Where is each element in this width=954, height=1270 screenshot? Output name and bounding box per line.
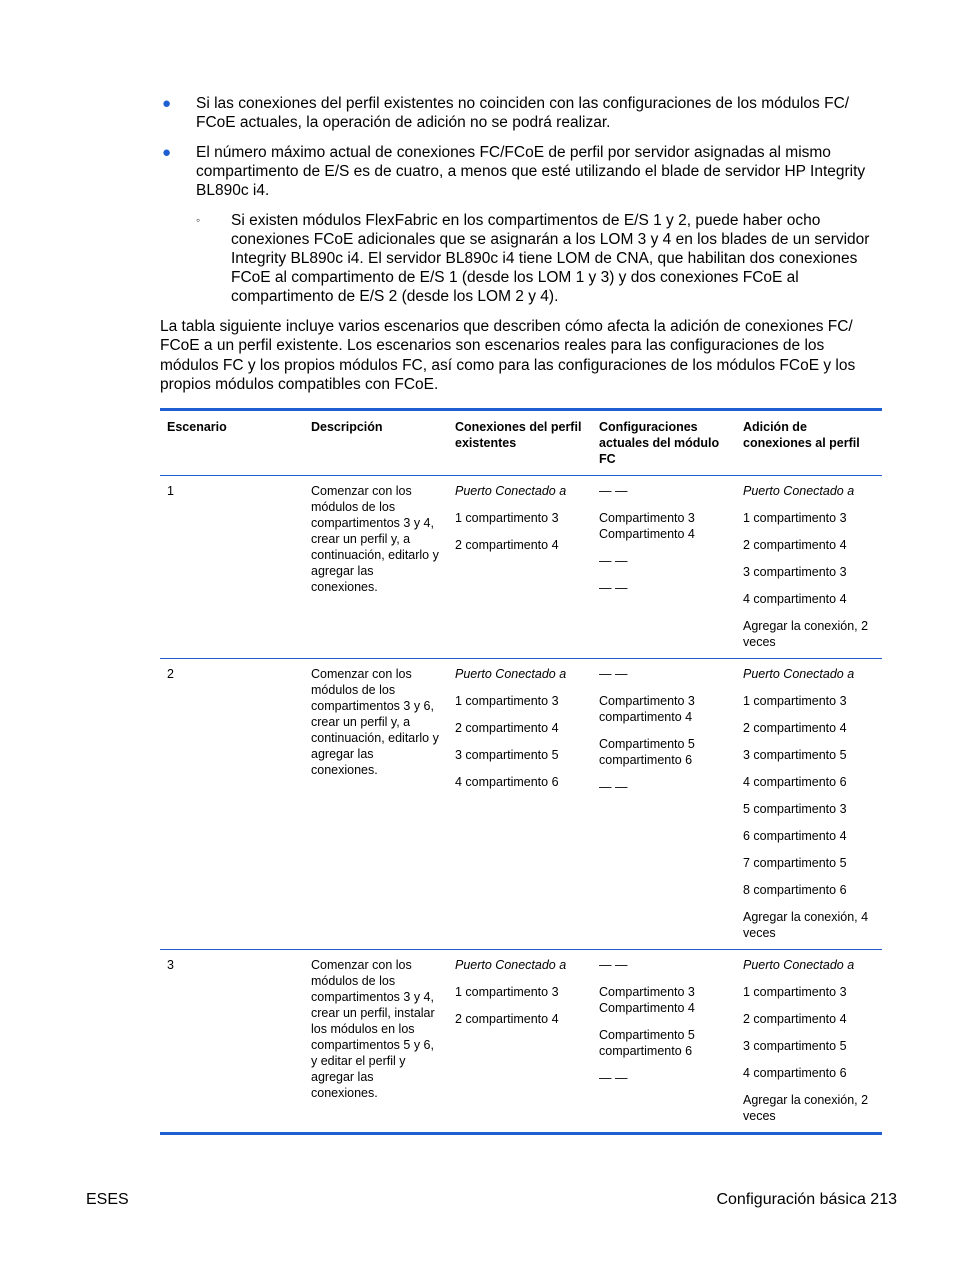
- cell-line: Compartimento 3 compartimento 4: [599, 694, 695, 725]
- cell-line: 2 compartimento 4: [455, 538, 559, 553]
- cell-line: 4 compartimento 6: [455, 775, 559, 790]
- table-row: [160, 476, 882, 659]
- cell-line: — —: [599, 667, 628, 682]
- sub-bullet-item: [160, 211, 882, 306]
- bullet-item: [160, 143, 882, 200]
- header-descripcion: Descripción: [304, 410, 448, 476]
- cell-existentes: [448, 476, 592, 659]
- cell-line: 3 compartimento 5: [743, 748, 847, 763]
- cell-line: 3 compartimento 5: [743, 1039, 847, 1054]
- cell-line: Compartimento 5 compartimento 6: [599, 1028, 695, 1059]
- table-header-row: [160, 410, 882, 476]
- cell-line: — —: [599, 958, 628, 973]
- intro-paragraph: La tabla siguiente incluye varios escenarios que describen cómo afecta la adición de conexiones FC/ FCoE a un perfil existente. Los escenarios son escenarios reales para las configuraciones de los módulos FC y los propios módulos FC, así como para las configuraciones de los módulos FCoE y los propios módulos compatibles con FCoE.: [160, 318, 856, 393]
- cell-line: — —: [599, 554, 628, 569]
- header-escenario: Escenario: [160, 410, 304, 476]
- cell-line: 7 compartimento 5: [743, 856, 847, 871]
- cell-line: Compartimento 3 Compartimento 4: [599, 985, 695, 1016]
- cell-adicion: [736, 659, 882, 950]
- table-row: [160, 950, 882, 1134]
- sub-bullet-text: Si existen módulos FlexFabric en los compartimentos de E/S 1 y 2, puede haber ocho conexiones FCoE adicionales que se asignarán a los LOM 3 y 4 en los blades de un servidor Integrity BL890c i4. El servidor BL890c i4 tiene LOM de CNA, que habilitan dos conexiones FCoE al compartimento de E/S 1 (desde los LOM 1 y 3) y dos conexiones FCoE al compartimento de E/S 2 (desde los LOM 2 y 4).: [231, 212, 870, 305]
- cell-line: 2 compartimento 4: [455, 721, 559, 736]
- cell-line: 5 compartimento 3: [743, 802, 847, 817]
- bullet-text: El número máximo actual de conexiones FC/FCoE de perfil por servidor asignadas al mismo compartimento de E/S es de cuatro, a menos que esté utilizando el blade de servidor HP Integrity BL890c i4.: [196, 144, 866, 199]
- header-config: Configuraciones actuales del módulo FC: [592, 410, 736, 476]
- cell-line: Puerto Conectado a: [743, 958, 855, 973]
- table-body: [160, 476, 882, 1134]
- cell-config: [592, 659, 736, 950]
- cell-adicion: [736, 950, 882, 1134]
- cell-line: — —: [599, 780, 628, 795]
- bullet-list: [160, 94, 882, 200]
- sub-bullet-circle-icon: ◦: [196, 213, 201, 227]
- cell-config: [592, 950, 736, 1134]
- cell-line: Puerto Conectado a: [455, 958, 567, 973]
- cell-line: 3 compartimento 5: [455, 748, 559, 763]
- cell-line: Puerto Conectado a: [455, 484, 567, 499]
- cell-line: 1 compartimento 3: [455, 694, 559, 709]
- cell-line: — —: [599, 484, 628, 499]
- cell-line: Puerto Conectado a: [743, 484, 855, 499]
- footer-left: ESES: [86, 1191, 129, 1208]
- cell-line: 1 compartimento 3: [455, 985, 559, 1000]
- table-row: [160, 659, 882, 950]
- cell-line: — —: [599, 581, 628, 596]
- bullet-item: [160, 94, 882, 132]
- cell-config: [592, 476, 736, 659]
- cell-line: Agregar la conexión, 2 veces: [743, 1093, 869, 1124]
- cell-existentes: [448, 950, 592, 1134]
- cell-line: Puerto Conectado a: [455, 667, 567, 682]
- cell-line: 4 compartimento 4: [743, 592, 847, 607]
- cell-line: — —: [599, 1071, 628, 1086]
- cell-line: 3 compartimento 3: [743, 565, 847, 580]
- cell-line: 1 compartimento 3: [743, 985, 847, 1000]
- cell-descripcion: Comenzar con los módulos de los compartimentos 3 y 4, crear un perfil, instalar los módulos en los compartimentos 5 y 6, y editar el perfil y agregar las conexiones.: [304, 950, 448, 1134]
- cell-line: 6 compartimento 4: [743, 829, 847, 844]
- cell-line: 4 compartimento 6: [743, 1066, 847, 1081]
- cell-descripcion: Comenzar con los módulos de los compartimentos 3 y 4, crear un perfil y, a continuación, editarlo y agregar las conexiones.: [304, 476, 448, 659]
- cell-line: 1 compartimento 3: [743, 511, 847, 526]
- cell-line: 2 compartimento 4: [743, 1012, 847, 1027]
- cell-line: Puerto Conectado a: [743, 667, 855, 682]
- cell-line: 1 compartimento 3: [743, 694, 847, 709]
- cell-line: 4 compartimento 6: [743, 775, 847, 790]
- cell-line: Agregar la conexión, 2 veces: [743, 619, 869, 650]
- bullet-dot-icon: ●: [162, 144, 172, 161]
- sub-bullet-list: [160, 211, 882, 306]
- header-existentes: Conexiones del perfil existentes: [448, 410, 592, 476]
- page-content: [160, 94, 882, 1135]
- footer-right: Configuración básica 213: [716, 1191, 897, 1208]
- cell-line: 8 compartimento 6: [743, 883, 847, 898]
- cell-line: 1 compartimento 3: [455, 511, 559, 526]
- cell-escenario: 2: [160, 659, 304, 950]
- cell-line: Compartimento 3 Compartimento 4: [599, 511, 695, 542]
- cell-escenario: 3: [160, 950, 304, 1134]
- cell-existentes: [448, 659, 592, 950]
- bullet-text: Si las conexiones del perfil existentes no coinciden con las configuraciones de los módulos FC/ FCoE actuales, la operación de adición no se podrá realizar.: [196, 95, 850, 131]
- scenarios-table: [160, 408, 882, 1135]
- bullet-dot-icon: ●: [162, 95, 172, 112]
- cell-line: Agregar la conexión, 4 veces: [743, 910, 869, 941]
- cell-escenario: 1: [160, 476, 304, 659]
- cell-line: Compartimento 5 compartimento 6: [599, 737, 695, 768]
- cell-line: 2 compartimento 4: [743, 538, 847, 553]
- cell-line: 2 compartimento 4: [455, 1012, 559, 1027]
- cell-descripcion: Comenzar con los módulos de los compartimentos 3 y 6, crear un perfil y, a continuación, editarlo y agregar las conexiones.: [304, 659, 448, 950]
- cell-line: 2 compartimento 4: [743, 721, 847, 736]
- cell-adicion: [736, 476, 882, 659]
- header-adicion: Adición de conexiones al perfil: [736, 410, 882, 476]
